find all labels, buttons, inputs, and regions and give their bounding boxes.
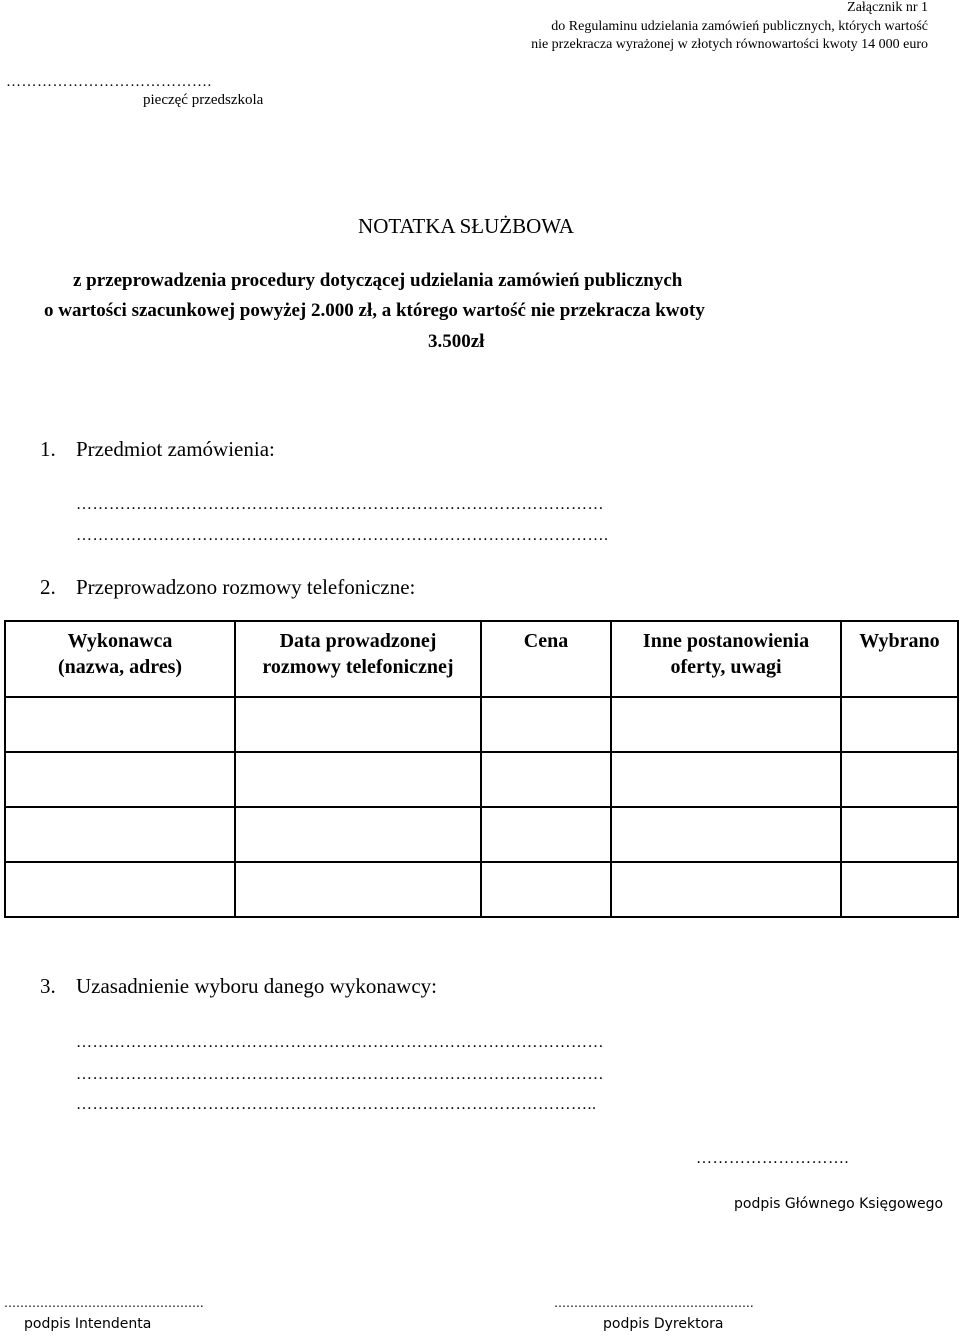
section-3-number: 3. <box>40 974 56 998</box>
stamp-label: pieczęć przedszkola <box>143 92 264 108</box>
table-cell[interactable] <box>5 697 235 752</box>
section-3-dots-1: …………………………………………………………………………………… <box>76 1034 604 1051</box>
section-1-dots-1: …………………………………………………………………………………… <box>76 496 604 513</box>
table-row <box>5 807 958 862</box>
header-contractor <box>5 621 235 697</box>
header-call-date <box>235 621 481 697</box>
header-selected-line-1: Wybrano <box>859 630 940 652</box>
subtitle-line-1: z przeprowadzenia procedury dotyczącej udzielania zamówień publicznych <box>73 270 683 291</box>
intendant-signature-line: ………………………………………….. <box>4 1296 204 1310</box>
header-other-terms <box>611 621 841 697</box>
header-contractor-line-2: (nazwa, adres) <box>57 656 183 678</box>
header-price <box>481 621 611 697</box>
section-1-number: 1. <box>40 437 56 461</box>
header-call-date-line-2: rozmowy telefonicznej <box>262 656 454 678</box>
table-cell[interactable] <box>5 752 235 807</box>
table-row <box>5 752 958 807</box>
table-cell[interactable] <box>841 752 958 807</box>
header-price-line-1: Cena <box>523 630 569 652</box>
annex-line-1: Załącznik nr 1 <box>847 0 928 15</box>
table-cell[interactable] <box>841 697 958 752</box>
section-3-dots-2: …………………………………………………………………………………… <box>76 1066 604 1083</box>
table-cell[interactable] <box>5 807 235 862</box>
phone-calls-table <box>4 620 959 918</box>
table-cell[interactable] <box>235 752 481 807</box>
subtitle-line-3: 3.500zł <box>428 331 485 352</box>
chief-accountant-signature-label: podpis Głównego Księgowego <box>734 1196 944 1212</box>
header-selected <box>841 621 958 697</box>
director-signature-line: ………………………………………….. <box>554 1296 754 1310</box>
section-2-label: Przeprowadzono rozmowy telefoniczne: <box>76 575 416 599</box>
header-call-date-line-1: Data prowadzonej <box>279 630 437 652</box>
table-cell[interactable] <box>481 807 611 862</box>
section-3-dots-3: ………………………………………………………………………………….. <box>76 1096 597 1113</box>
header-other-terms-line-1: Inne postanowienia <box>642 630 810 652</box>
table-cell[interactable] <box>611 752 841 807</box>
table-cell[interactable] <box>5 862 235 917</box>
table-cell[interactable] <box>235 862 481 917</box>
header-other-terms-line-2: oferty, uwagi <box>670 656 782 678</box>
document-title: NOTATKA SŁUŻBOWA <box>358 214 574 238</box>
section-1-dots-2: ……………………………………………………………………………………. <box>76 527 609 544</box>
section-2-number: 2. <box>40 575 56 599</box>
header-contractor-line-1: Wykonawca <box>67 630 173 652</box>
table-cell[interactable] <box>235 807 481 862</box>
table-cell[interactable] <box>611 697 841 752</box>
annex-line-2: do Regulaminu udzielania zamówień publicznych, których wartość <box>551 19 928 34</box>
table-row <box>5 862 958 917</box>
annex-line-3: nie przekracza wyrażonej w złotych równowartości kwoty 14 000 euro <box>531 37 928 52</box>
section-3-label: Uzasadnienie wyboru danego wykonawcy: <box>76 974 437 998</box>
table-cell[interactable] <box>481 697 611 752</box>
table-cell[interactable] <box>841 862 958 917</box>
table-cell[interactable] <box>611 807 841 862</box>
stamp-dots: …………………………………. <box>6 74 212 90</box>
table-header-row <box>5 621 958 697</box>
table-cell[interactable] <box>841 807 958 862</box>
director-signature-label: podpis Dyrektora <box>603 1316 724 1332</box>
table-cell[interactable] <box>481 862 611 917</box>
intendant-signature-label: podpis Intendenta <box>24 1316 152 1332</box>
chief-accountant-signature-line: ………………………. <box>696 1150 849 1167</box>
section-1-label: Przedmiot zamówienia: <box>76 437 275 461</box>
table-cell[interactable] <box>481 752 611 807</box>
table-row <box>5 697 958 752</box>
table-cell[interactable] <box>611 862 841 917</box>
subtitle-line-2: o wartości szacunkowej powyżej 2.000 zł, a którego wartość nie przekracza kwoty <box>44 300 705 321</box>
table-cell[interactable] <box>235 697 481 752</box>
